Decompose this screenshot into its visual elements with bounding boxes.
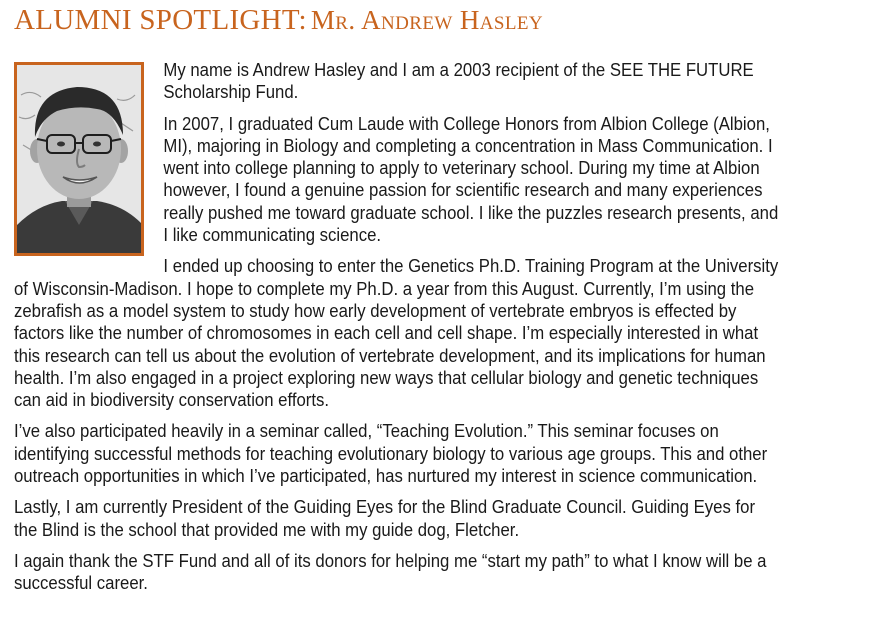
- article-body: [14, 59, 781, 604]
- paragraph-intro: My name is Andrew Hasley and I am a 2003 recipient of the SEE THE FUTURE Scholarship Fund.: [163, 59, 754, 103]
- paragraph-college: In 2007, I graduated Cum Laude with College Honors from Albion College (Albion, MI), majoring in Biology and completing a concentration in Mass Communication. I went into college planning to apply to veterinary school. During my time at Albion however, I found a genuine passion for scientific research and many experiences really pushed me toward graduate school. I like the puzzles research presents, and I like communicating science.: [163, 112, 779, 246]
- headline-name: Mr. Andrew Hasley: [310, 5, 543, 35]
- photo-wrap-spacer: [14, 59, 163, 267]
- headline: [14, 6, 543, 35]
- headline-lead: ALUMNI SPOTLIGHT:: [14, 4, 307, 36]
- paragraph-seminar: I’ve also participated heavily in a seminar called, “Teaching Evolution.” This seminar focuses on identifying successful methods for teaching evolutionary biology to various age groups. This and other outreach opportunities in which I’ve participated, has nurtured my interest in science communication.: [14, 420, 768, 487]
- paragraph-graduate-research: I ended up choosing to enter the Genetics Ph.D. Training Program at the University of Wisconsin-Madison. I hope to complete my Ph.D. a year from this August. Currently, I’m using the zebrafish as a model system to study how early development of vertebrate embryos is effected by factors like the number of chromosomes in each cell and cell shape. I’m especially interested in what this research can tell us about the evolution of vertebrate development, and its implications for human health. I’m also engaged in a project exploring new ways that cellular biology and genetic techniques can aid in biodiversity conservation efforts.: [14, 255, 779, 411]
- paragraph-thanks: I again thank the STF Fund and all of its donors for helping me “start my path” to what I know will be a successful career.: [14, 549, 767, 594]
- paragraph-guiding-eyes: Lastly, I am currently President of the Guiding Eyes for the Blind Graduate Council. Guiding Eyes for the Blind is the school that provided me with my guide dog, Fletcher.: [14, 496, 756, 540]
